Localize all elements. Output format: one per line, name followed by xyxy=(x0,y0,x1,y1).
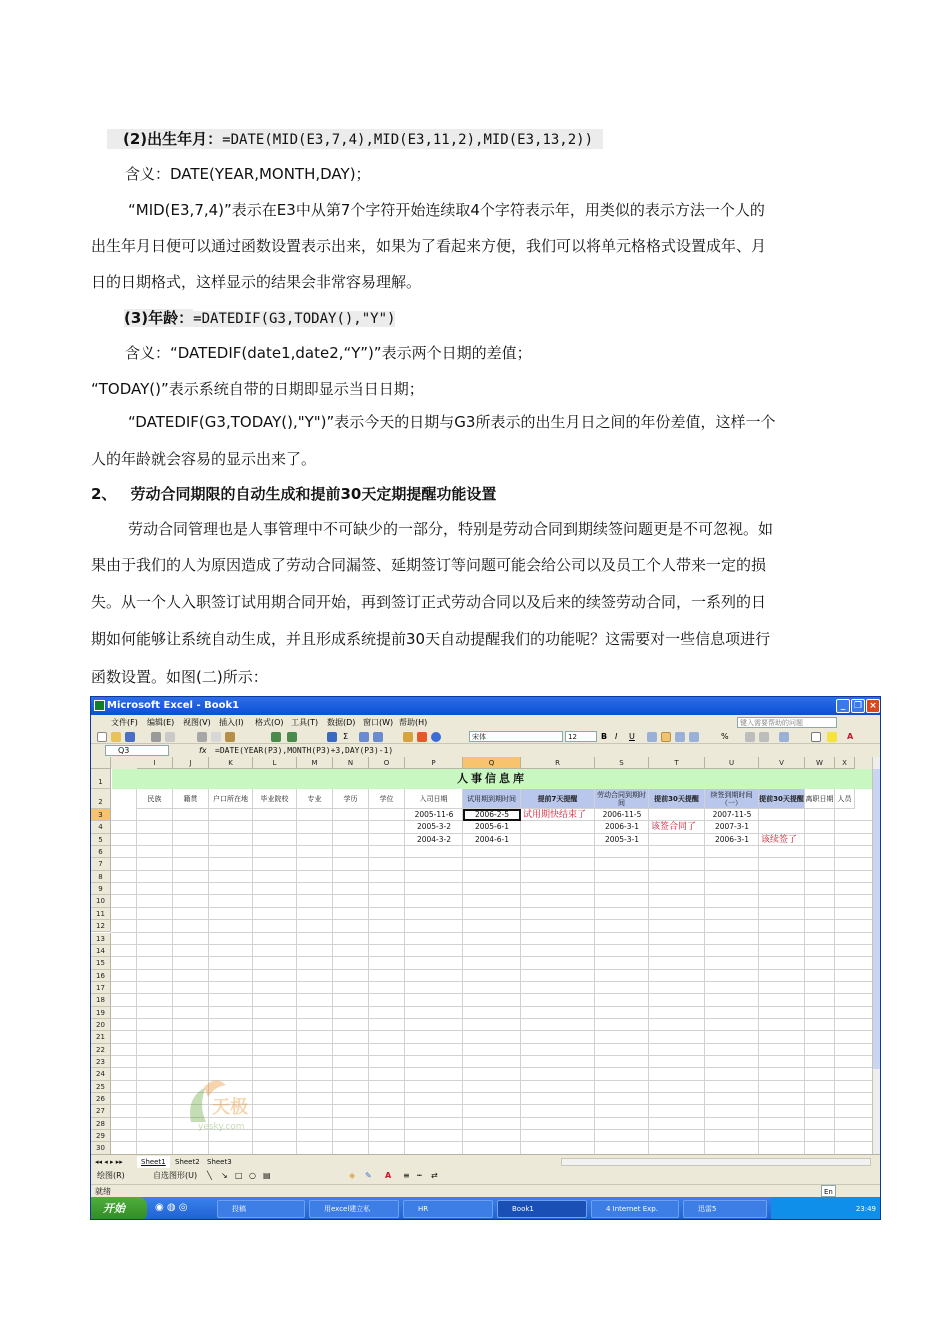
start-button[interactable]: 开始 xyxy=(91,1197,147,1220)
heading-text: 劳动合同期限的自动生成和提前30天定期提醒功能设置 xyxy=(130,485,497,503)
hyperlink-icon[interactable] xyxy=(327,732,337,742)
para3-line1: 劳动合同管理也是人事管理中不可缺少的一部分，特别是劳动合同到期续签问题更是不可忽视。如 xyxy=(128,520,774,538)
header-cell-r[interactable]: 提前7天提醒 xyxy=(521,789,595,809)
help-icon[interactable] xyxy=(431,732,441,742)
column-header-k[interactable]: K xyxy=(209,757,253,769)
dash-style-icon[interactable]: ┅ xyxy=(417,1171,422,1180)
column-headers xyxy=(91,757,872,769)
fill-color-icon[interactable] xyxy=(827,732,837,742)
font-size-select[interactable]: 12 xyxy=(565,731,597,742)
restore-icon[interactable]: ❐ xyxy=(851,699,865,713)
row-header-25[interactable]: 25 xyxy=(91,1081,111,1093)
row-header-22[interactable]: 22 xyxy=(91,1044,111,1056)
merge-icon[interactable] xyxy=(689,732,699,742)
row-header-2[interactable]: 2 xyxy=(91,789,111,809)
row-header-3[interactable]: 3 xyxy=(91,809,111,821)
header-cell-n[interactable]: 学历 xyxy=(333,789,369,809)
meaning-datedif: 含义：“DATEDIF(date1,date2,“Y”)”表示两个日期的差值； xyxy=(125,344,532,362)
close-icon[interactable]: × xyxy=(866,699,880,713)
column-header-m[interactable]: M xyxy=(297,757,333,769)
italic-button[interactable]: I xyxy=(615,732,618,741)
header-cell-k[interactable]: 户口所在地 xyxy=(209,789,253,809)
quicklaunch-icons[interactable]: ◉ ◍ ◎ xyxy=(155,1202,188,1213)
fill-bucket-icon[interactable]: ◈ xyxy=(349,1171,356,1180)
minimize-icon[interactable]: _ xyxy=(836,699,850,713)
column-header-i[interactable]: I xyxy=(137,757,173,769)
row-header-26[interactable]: 26 xyxy=(91,1093,111,1105)
print-icon[interactable] xyxy=(151,732,161,742)
age-formula-line: (3)年龄：=DATEDIF(G3,TODAY(),"Y") xyxy=(124,309,396,327)
oval-icon[interactable]: ○ xyxy=(249,1171,256,1180)
column-header-p[interactable]: P xyxy=(405,757,463,769)
header-cell-i[interactable]: 民族 xyxy=(137,789,173,809)
para2-line1: “DATEDIF(G3,TODAY(),"Y")”表示今天的日期与G3所表示的出生月日之间的年份差值，这样一个 xyxy=(128,413,776,431)
font-name-select[interactable]: 宋体 xyxy=(469,731,563,742)
sort-asc-icon[interactable] xyxy=(359,732,369,742)
header-cell-q[interactable]: 试用期到期时间 xyxy=(463,789,521,809)
para1-line1: “MID(E3,7,4)”表示在E3中从第7个字符开始连续取4个字符表示年，用类似的表示方法一个人的 xyxy=(128,201,765,219)
preview-icon[interactable] xyxy=(165,732,175,742)
cell-s4[interactable]: 2006-3-1 xyxy=(604,822,640,832)
row-header-15[interactable]: 15 xyxy=(91,957,111,969)
column-header-q[interactable]: Q xyxy=(463,757,521,769)
para2-line2: 人的年龄就会容易的显示出来了。 xyxy=(91,450,317,468)
column-header-l[interactable]: L xyxy=(253,757,297,769)
cell-r3[interactable]: 试用期快结束了 xyxy=(523,810,587,820)
para3-line4: 期如何能够让系统自动生成，并且形成系统提前30天自动提醒我们的功能呢？这需要对一些信息项进行 xyxy=(91,630,771,648)
header-cell-u[interactable]: 续签到期时间（一） xyxy=(705,789,759,809)
indent-icon[interactable] xyxy=(779,732,789,742)
column-gridline xyxy=(834,769,835,1154)
excel-window-title: Microsoft Excel - Book1 xyxy=(107,700,240,711)
fx-icon[interactable]: fx xyxy=(199,746,207,755)
row-header-21[interactable]: 21 xyxy=(91,1031,111,1043)
arrow-icon[interactable]: ↘ xyxy=(221,1171,228,1180)
section-heading-2 xyxy=(91,484,496,504)
column-gridline xyxy=(804,769,805,1154)
row-header-20[interactable]: 20 xyxy=(91,1019,111,1031)
column-header-w[interactable]: W xyxy=(805,757,835,769)
column-header-t[interactable]: T xyxy=(649,757,705,769)
column-header-s[interactable]: S xyxy=(595,757,649,769)
cell-s5[interactable]: 2005-3-1 xyxy=(604,834,640,844)
task-tougao[interactable]: 投稿 xyxy=(217,1200,305,1218)
percent-button[interactable]: % xyxy=(721,732,729,741)
cell-u3[interactable]: 2007-11-5 xyxy=(712,810,752,819)
row-header-13[interactable]: 13 xyxy=(91,933,111,945)
row-header-8[interactable]: 8 xyxy=(91,871,111,883)
row-header-7[interactable]: 7 xyxy=(91,858,111,870)
row-header-29[interactable]: 29 xyxy=(91,1130,111,1142)
status-text: 就绪 xyxy=(95,1187,111,1196)
cell-u5[interactable]: 2006-3-1 xyxy=(714,834,750,844)
column-header-o[interactable]: O xyxy=(369,757,405,769)
excel-screenshot xyxy=(90,696,881,1220)
line-color-icon[interactable]: ✎ xyxy=(365,1171,372,1180)
menu-tools[interactable]: 工具(T) xyxy=(291,718,319,727)
line-style-icon[interactable]: ≡ xyxy=(403,1171,410,1180)
column-header-v[interactable]: V xyxy=(759,757,805,769)
row-header-23[interactable]: 23 xyxy=(91,1056,111,1068)
para1-line2: 出生年月日便可以通过函数设置表示出来，如果为了看起来方便，我们可以将单元格格式设置成年、月 xyxy=(91,237,767,255)
undo-icon[interactable] xyxy=(271,732,281,742)
sort-desc-icon[interactable] xyxy=(373,732,383,742)
birth-formula-line: (2)出生年月：=DATE(MID(E3,7,4),MID(E3,11,2),MID(E3,13,2)) xyxy=(107,129,603,149)
column-gridline xyxy=(296,769,297,1154)
row-header-16[interactable]: 16 xyxy=(91,970,111,982)
spreadsheet-grid[interactable] xyxy=(91,757,872,1154)
bold-button[interactable]: B xyxy=(601,732,608,741)
decrease-decimal-icon[interactable] xyxy=(759,732,769,742)
para3-line3: 失。从一个人入职签订试用期合同开始，再到签订正式劳动合同以及后来的续签劳动合同，一系列的日 xyxy=(91,593,767,611)
help-search-input[interactable]: 键入需要帮助的问题 xyxy=(737,717,837,728)
tab-sheet3[interactable]: Sheet3 xyxy=(207,1158,232,1166)
row-header-28[interactable]: 28 xyxy=(91,1118,111,1130)
header-cell-v[interactable]: 提前30天提醒 xyxy=(759,789,805,809)
cell-u4[interactable]: 2007-3-1 xyxy=(714,822,750,832)
header-cell-w[interactable]: 离职日期 xyxy=(805,789,835,809)
excel-logo-icon xyxy=(94,700,105,711)
cell-p4[interactable]: 2005-3-2 xyxy=(416,822,452,832)
row-header-19[interactable]: 19 xyxy=(91,1007,111,1019)
menu-format[interactable]: 格式(O) xyxy=(255,718,284,727)
cell-p5[interactable]: 2004-3-2 xyxy=(416,834,452,844)
formula-input[interactable]: =DATE(YEAR(P3),MONTH(P3)+3,DAY(P3)-1) xyxy=(215,746,394,755)
underline-button[interactable]: U xyxy=(629,732,635,741)
header-cell-p[interactable]: 入司日期 xyxy=(405,789,463,809)
cut-icon[interactable] xyxy=(197,732,207,742)
menu-file[interactable]: 文件(F) xyxy=(111,718,138,727)
cell-q3[interactable]: 2006-2-5 xyxy=(463,809,521,821)
sheet-tabs-bar xyxy=(91,1154,880,1168)
column-gridline xyxy=(332,769,333,1154)
open-icon[interactable] xyxy=(111,732,121,742)
row-header-10[interactable]: 10 xyxy=(91,895,111,907)
menu-view[interactable]: 视图(V) xyxy=(183,718,211,727)
menu-edit[interactable]: 编辑(E) xyxy=(147,718,175,727)
column-header-u[interactable]: U xyxy=(705,757,759,769)
header-cell-l[interactable]: 毕业院校 xyxy=(253,789,297,809)
task-xunlei[interactable]: 迅雷5 xyxy=(683,1200,767,1218)
cell-q5[interactable]: 2004-6-1 xyxy=(474,834,510,844)
row-header-1[interactable]: 1 xyxy=(91,769,111,789)
column-gridline xyxy=(136,769,137,1154)
column-header-x[interactable]: X xyxy=(835,757,855,769)
row-header-6[interactable]: 6 xyxy=(91,846,111,858)
row-header-17[interactable]: 17 xyxy=(91,982,111,994)
header-cell-t[interactable]: 提前30天提醒 xyxy=(649,789,705,809)
watermark-url: yesky.com xyxy=(198,1122,245,1132)
column-header-n[interactable]: N xyxy=(333,757,369,769)
tab-scroll-icons[interactable]: ◂◂ ◂ ▸ ▸▸ xyxy=(95,1158,123,1166)
font-color-icon[interactable]: A xyxy=(847,732,854,741)
task-excel-article[interactable]: 用excel建立私 xyxy=(309,1200,399,1218)
cell-s3[interactable]: 2006-11-5 xyxy=(602,810,642,819)
row-header-4[interactable]: 4 xyxy=(91,821,111,833)
name-box[interactable]: Q3 xyxy=(105,745,169,756)
new-icon[interactable] xyxy=(97,732,107,742)
column-header-j[interactable]: J xyxy=(173,757,209,769)
menu-insert[interactable]: 插入(I) xyxy=(219,718,244,727)
today-line: “TODAY()”表示系统自带的日期即显示当日日期； xyxy=(91,380,424,398)
column-gridline xyxy=(368,769,369,1154)
menu-data[interactable]: 数据(D) xyxy=(327,718,356,727)
align-right-icon[interactable] xyxy=(675,732,685,742)
task-internet-explorer[interactable]: 4 Internet Exp. xyxy=(591,1200,679,1218)
menu-window[interactable]: 窗口(W) xyxy=(363,718,394,727)
ime-indicator[interactable]: En xyxy=(821,1185,836,1197)
line-icon[interactable]: ╲ xyxy=(207,1171,212,1180)
row-header-14[interactable]: 14 xyxy=(91,945,111,957)
standard-toolbar xyxy=(91,730,880,744)
vertical-scrollbar[interactable] xyxy=(872,757,881,1154)
copy-icon[interactable] xyxy=(211,732,221,742)
status-bar xyxy=(91,1184,880,1197)
header-cell-x[interactable]: 人员 xyxy=(835,789,855,809)
formula-bar xyxy=(91,744,880,757)
tray-clock: 23:49 xyxy=(855,1205,876,1213)
para1-line3: 日的日期格式，这样显示的结果会非常容易理解。 xyxy=(91,273,422,291)
draw-menu-button[interactable]: 绘图(R) xyxy=(97,1171,125,1180)
para3-line2: 果由于我们的人为原因造成了劳动合同漏签、延期签订等问题可能会给公司以及员工个人带来一定的损 xyxy=(91,556,767,574)
yesky-watermark-logo xyxy=(176,1067,266,1137)
row-header-30[interactable]: 30 xyxy=(91,1142,111,1154)
borders-icon[interactable] xyxy=(811,732,821,742)
tab-sheet2[interactable]: Sheet2 xyxy=(175,1158,200,1166)
para3-line5: 函数设置。如图(二)所示： xyxy=(91,668,268,686)
draw-font-color-icon[interactable]: A xyxy=(385,1171,392,1180)
autoshapes-button[interactable]: 自选图形(U) xyxy=(153,1171,198,1180)
menu-help[interactable]: 帮助(H) xyxy=(399,718,428,727)
menu-bar xyxy=(91,715,880,730)
header-cell-s[interactable]: 劳动合同到期时间 xyxy=(595,789,649,809)
row-header-9[interactable]: 9 xyxy=(91,883,111,895)
arrow-style-icon[interactable]: ⇄ xyxy=(431,1171,438,1180)
row-header-24[interactable]: 24 xyxy=(91,1068,111,1080)
row-header-18[interactable]: 18 xyxy=(91,994,111,1006)
task-book1[interactable]: Book1 xyxy=(497,1200,587,1218)
cell-t4[interactable]: 该签合同了 xyxy=(651,822,697,833)
chart-wizard-icon[interactable] xyxy=(403,732,413,742)
save-icon[interactable] xyxy=(125,732,135,742)
increase-decimal-icon[interactable] xyxy=(745,732,755,742)
rectangle-icon[interactable]: □ xyxy=(235,1171,243,1180)
cell-p3[interactable]: 2005-11-6 xyxy=(414,810,454,819)
header-cell-j[interactable]: 籍贯 xyxy=(173,789,209,809)
header-cell-o[interactable]: 学位 xyxy=(369,789,405,809)
column-gridline xyxy=(172,769,173,1154)
tab-sheet1[interactable]: Sheet1 xyxy=(137,1156,170,1168)
watermark-brand: 天极 xyxy=(212,1097,248,1118)
select-all-corner[interactable] xyxy=(91,757,111,769)
column-header-r[interactable]: R xyxy=(521,757,595,769)
redo-icon[interactable] xyxy=(287,732,297,742)
autosum-icon[interactable]: Σ xyxy=(343,732,349,741)
textbox-icon[interactable]: ▤ xyxy=(263,1171,271,1180)
align-center-icon[interactable] xyxy=(661,732,671,742)
cell-v5[interactable]: 该续签了 xyxy=(761,834,798,845)
horizontal-scrollbar[interactable] xyxy=(561,1158,871,1166)
excel-title-bar xyxy=(91,697,880,715)
align-left-icon[interactable] xyxy=(647,732,657,742)
drawing-toolbar xyxy=(91,1168,880,1184)
header-cell-m[interactable]: 专业 xyxy=(297,789,333,809)
windows-taskbar xyxy=(91,1197,880,1220)
heading-number: 2、 xyxy=(91,485,117,503)
row-header-11[interactable]: 11 xyxy=(91,908,111,920)
paste-icon[interactable] xyxy=(225,732,235,742)
drawing-icon[interactable] xyxy=(417,732,427,742)
row-header-27[interactable]: 27 xyxy=(91,1105,111,1117)
meaning-date: 含义：DATE(YEAR,MONTH,DAY)； xyxy=(125,165,371,183)
system-tray xyxy=(771,1197,881,1220)
row-header-12[interactable]: 12 xyxy=(91,920,111,932)
task-hr[interactable]: HR xyxy=(403,1200,493,1218)
banner-cell[interactable]: 人事信息库 xyxy=(112,769,872,789)
cell-q4[interactable]: 2005-6-1 xyxy=(474,822,510,832)
row-header-5[interactable]: 5 xyxy=(91,834,111,846)
